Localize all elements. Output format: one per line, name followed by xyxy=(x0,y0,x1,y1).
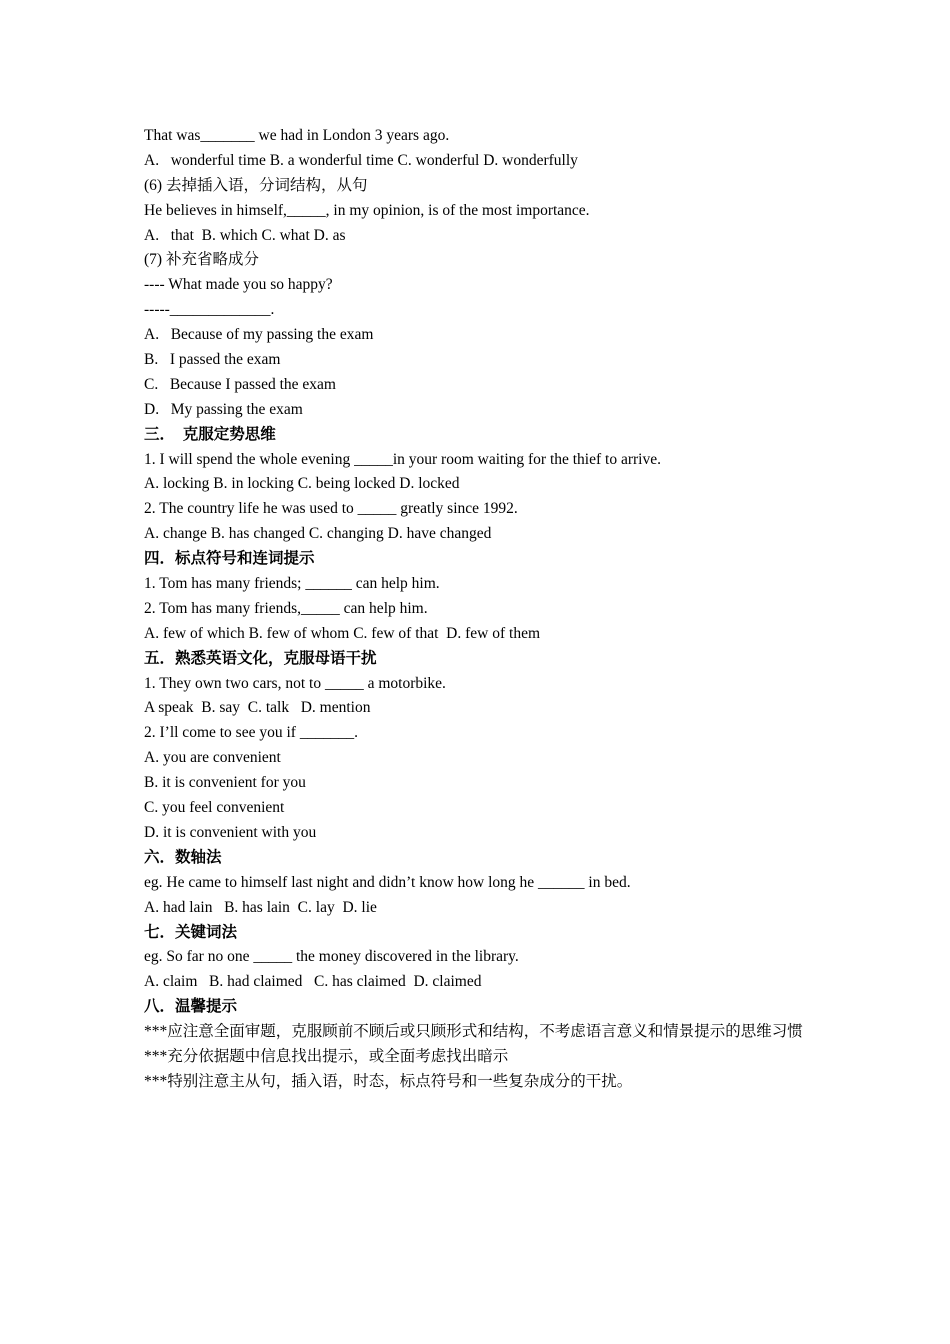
text-line: A. had lain B. has lain C. lay D. lie xyxy=(144,898,377,916)
text-line: He believes in himself,_____, in my opinion, is of the most importance. xyxy=(144,201,590,219)
text-line: B. I passed the exam xyxy=(144,351,281,369)
text-line: A. Because of my passing the exam xyxy=(144,326,374,344)
tip-line: ***充分依据题中信息找出提示，或全面考虑找出暗示 xyxy=(144,1047,509,1065)
text-line: A. wonderful time B. a wonderful time C. wonderful D. wonderfully xyxy=(144,151,578,169)
text-line: D. it is convenient with you xyxy=(144,823,317,841)
section-heading: 八．温馨提示 xyxy=(144,998,238,1016)
section-heading: 四．标点符号和连词提示 xyxy=(144,550,315,568)
text-line: A. claim B. had claimed C. has claimed D. claimed xyxy=(144,973,482,991)
section-heading: 六．数轴法 xyxy=(144,848,222,866)
text-line: (6) 去掉插入语，分词结构，从句 xyxy=(144,176,368,194)
text-line: 1. Tom has many friends; ______ can help him. xyxy=(144,575,440,593)
section-heading: 五．熟悉英语文化，克服母语干扰 xyxy=(144,649,377,667)
section-heading: 三． 克服定势思维 xyxy=(144,425,276,443)
text-line: A. you are convenient xyxy=(144,749,281,767)
text-line: D. My passing the exam xyxy=(144,400,303,418)
text-line: 2. The country life he was used to _____ greatly since 1992. xyxy=(144,500,518,518)
text-line: A. few of which B. few of whom C. few of that D. few of them xyxy=(144,624,541,642)
text-line: eg. So far no one _____ the money discovered in the library. xyxy=(144,948,519,966)
text-line: (7) 补充省略成分 xyxy=(144,251,259,269)
text-line: 1. I will spend the whole evening _____in your room waiting for the thief to arrive. xyxy=(144,450,661,468)
text-line: 2. I’ll come to see you if _______. xyxy=(144,724,358,742)
text-line: 1. They own two cars, not to _____ a motorbike. xyxy=(144,674,446,692)
tip-line: ***应注意全面审题，克服顾前不顾后或只顾形式和结构，不考虑语言意义和情景提示的思维习惯 xyxy=(144,1023,803,1041)
text-line: That was_______ we had in London 3 years ago. xyxy=(144,127,450,144)
text-line: A speak B. say C. talk D. mention xyxy=(144,699,371,717)
text-line: A. locking B. in locking C. being locked D. locked xyxy=(144,475,460,493)
text-line: ---- What made you so happy? xyxy=(144,276,333,294)
text-line: -----_____________. xyxy=(144,301,275,319)
text-line: A. change B. has changed C. changing D. have changed xyxy=(144,525,492,543)
text-line: 2. Tom has many friends,_____ can help him. xyxy=(144,599,428,617)
tip-line: ***特别注意主从句，插入语，时态，标点符号和一些复杂成分的干扰。 xyxy=(144,1072,633,1090)
text-line: C. you feel convenient xyxy=(144,799,285,817)
text-line: B. it is convenient for you xyxy=(144,774,306,792)
text-line: eg. He came to himself last night and didn’t know how long he ______ in bed. xyxy=(144,873,631,891)
section-heading: 七．关键词法 xyxy=(144,923,238,941)
text-line: A. that B. which C. what D. as xyxy=(144,226,346,244)
text-line: C. Because I passed the exam xyxy=(144,375,336,393)
document-page xyxy=(144,124,816,1095)
